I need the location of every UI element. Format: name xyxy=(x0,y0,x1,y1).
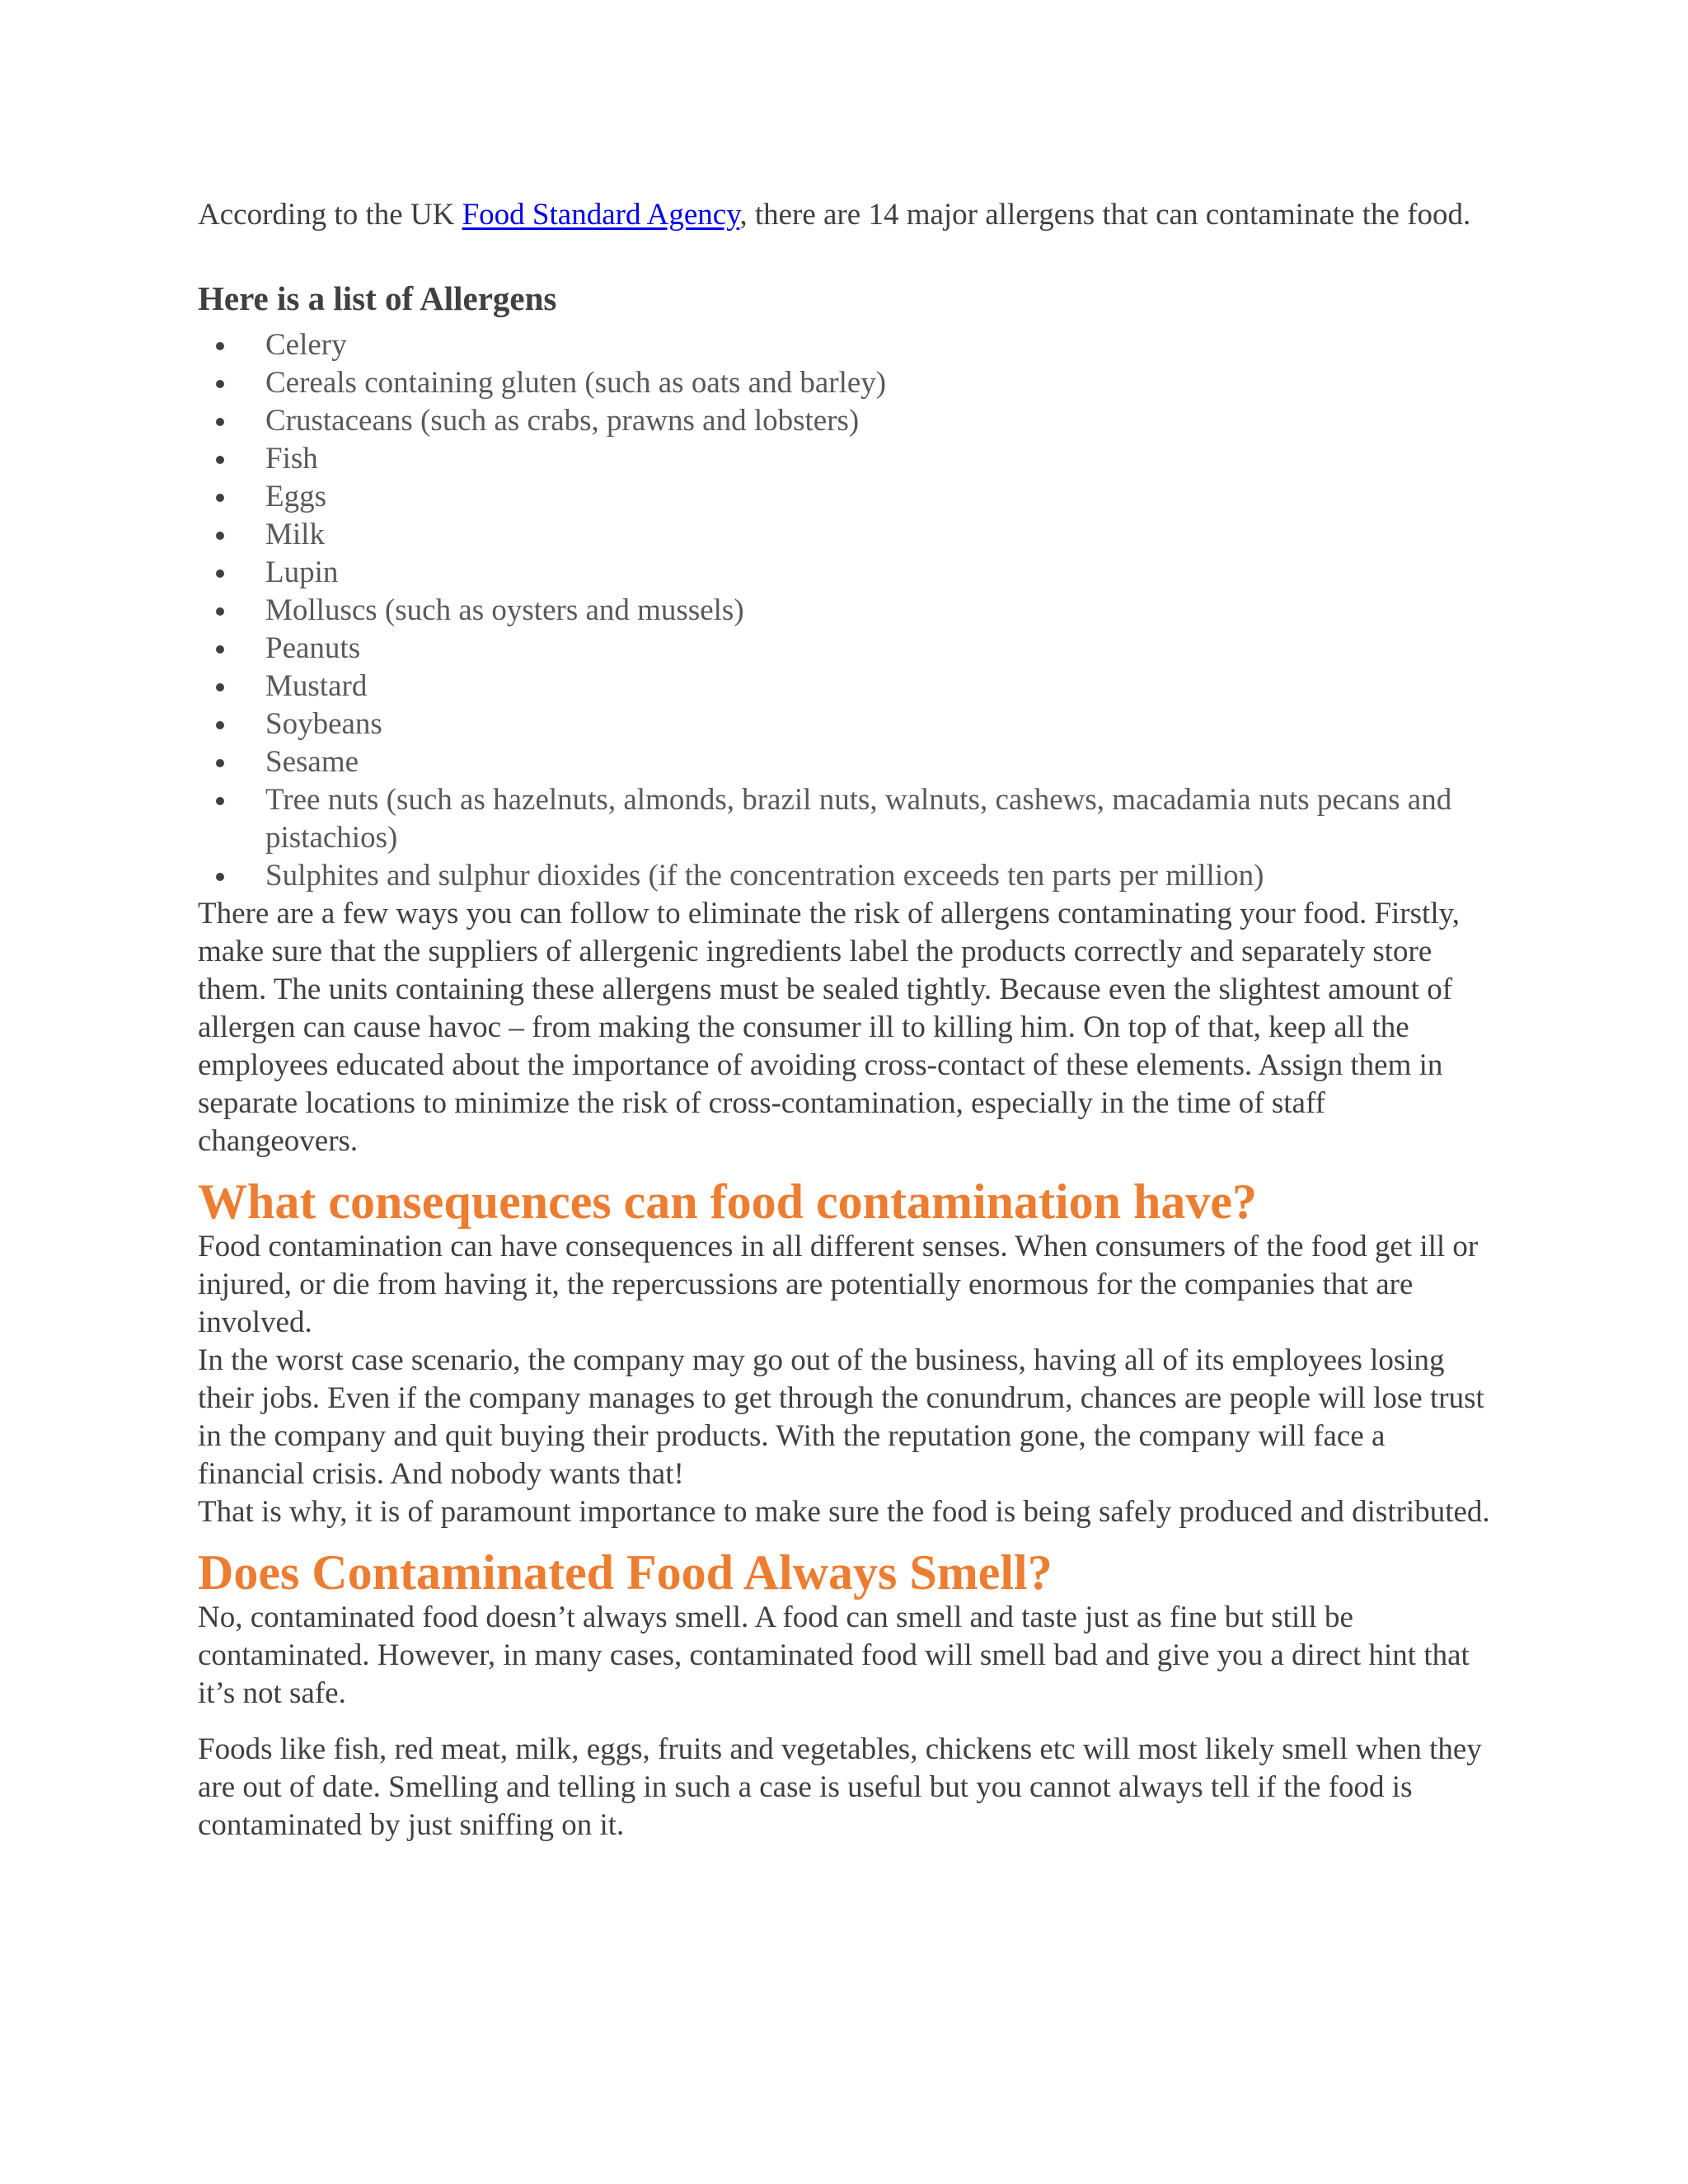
consequences-paragraph-2: In the worst case scenario, the company may go out of the business, having all of its employees losing their jobs. Even if the company manages to get through the conundrum, chances are people will lose trust in the company and quit buying their products. With the reputation gone, the company will face a financial crisis. And nobody wants that! xyxy=(198,1343,1484,1491)
list-item xyxy=(198,364,1492,402)
bullet-icon xyxy=(216,532,224,540)
smell-paragraph-2: Foods like fish, red meat, milk, eggs, fruits and vegetables, chickens etc will most likely smell when they are out of date. Smelling and telling in such a case is useful but you cannot always tell if the food is contaminated by just sniffing on it. xyxy=(198,1732,1482,1842)
list-item xyxy=(198,592,1492,630)
list-item-text: Cereals containing gluten (such as oats and barley) xyxy=(265,366,887,400)
list-item-text: Milk xyxy=(265,518,325,551)
list-item xyxy=(198,743,1492,781)
list-item-text: Fish xyxy=(265,442,318,476)
list-item xyxy=(198,781,1492,857)
list-item-text: Mustard xyxy=(265,669,368,703)
list-item-text: Tree nuts (such as hazelnuts, almonds, brazil nuts, walnuts, cashews, macadamia nuts pecans and pistachios) xyxy=(265,783,1452,855)
bullet-icon xyxy=(216,569,224,578)
list-item-text: Celery xyxy=(265,328,347,362)
bullet-icon xyxy=(216,759,224,767)
list-item-text: Eggs xyxy=(265,480,326,513)
intro-paragraph xyxy=(198,196,1492,234)
list-item-text: Crustaceans (such as crabs, prawns and lobsters) xyxy=(265,404,860,438)
bullet-icon xyxy=(216,683,224,691)
allergen-list xyxy=(198,326,1492,895)
list-item xyxy=(198,326,1492,364)
list-item-text: Molluscs (such as oysters and mussels) xyxy=(265,593,744,627)
bullet-icon xyxy=(216,456,224,464)
list-item xyxy=(198,630,1492,668)
bullet-icon xyxy=(216,494,224,502)
list-item xyxy=(198,440,1492,478)
consequences-heading: What consequences can food contamination have? xyxy=(198,1174,1258,1229)
list-item-text: Soybeans xyxy=(265,707,382,741)
list-item xyxy=(198,705,1492,743)
intro-text-after: , there are 14 major allergens that can contaminate the food. xyxy=(739,198,1471,232)
bullet-icon xyxy=(216,873,224,881)
list-item xyxy=(198,516,1492,554)
allergens-heading: Here is a list of Allergens xyxy=(198,279,557,317)
bullet-icon xyxy=(216,418,224,426)
list-item xyxy=(198,554,1492,592)
list-item-text: Sulphites and sulphur dioxides (if the concentration exceeds ten parts per million) xyxy=(265,859,1264,893)
document-page xyxy=(198,196,1492,1844)
bullet-icon xyxy=(216,607,224,616)
smell-paragraph-1: No, contaminated food doesn’t always smell. A food can smell and taste just as fine but still be contaminated. However, in many cases, contaminated food will smell bad and give you a direct hint that it’s not safe. xyxy=(198,1601,1470,1710)
bullet-icon xyxy=(216,721,224,729)
list-item xyxy=(198,402,1492,440)
list-item xyxy=(198,857,1492,895)
bullet-icon xyxy=(216,380,224,388)
list-item-text: Sesame xyxy=(265,745,359,779)
list-item xyxy=(198,668,1492,705)
list-item xyxy=(198,478,1492,516)
consequences-paragraph-3: That is why, it is of paramount importance to make sure the food is being safely produced and distributed. xyxy=(198,1495,1490,1529)
smell-heading: Does Contaminated Food Always Smell? xyxy=(198,1545,1053,1600)
consequences-paragraph-1: Food contamination can have consequences in all different senses. When consumers of the food get ill or injured, or die from having it, the repercussions are potentially enormous for the companies that are involved. xyxy=(198,1230,1479,1339)
bullet-icon xyxy=(216,645,224,654)
bullet-icon xyxy=(216,342,224,350)
allergen-prevention-paragraph: There are a few ways you can follow to eliminate the risk of allergens contaminating your food. Firstly, make sure that the suppliers of allergenic ingredients label the products correctly and separately store them. The units containing these allergens must be sealed tightly. Because even the slightest amount of allergen can cause havoc – from making the consumer ill to killing him. On top of that, keep all the employees educated about the importance of avoiding cross-contact of these elements. Assign them in separate locations to minimize the risk of cross-contamination, especially in the time of staff changeovers. xyxy=(198,897,1460,1158)
list-item-text: Peanuts xyxy=(265,631,361,665)
intro-text-before: According to the UK xyxy=(198,198,462,232)
bullet-icon xyxy=(216,797,224,805)
food-standard-agency-link[interactable]: Food Standard Agency xyxy=(462,198,740,232)
list-item-text: Lupin xyxy=(265,555,339,589)
